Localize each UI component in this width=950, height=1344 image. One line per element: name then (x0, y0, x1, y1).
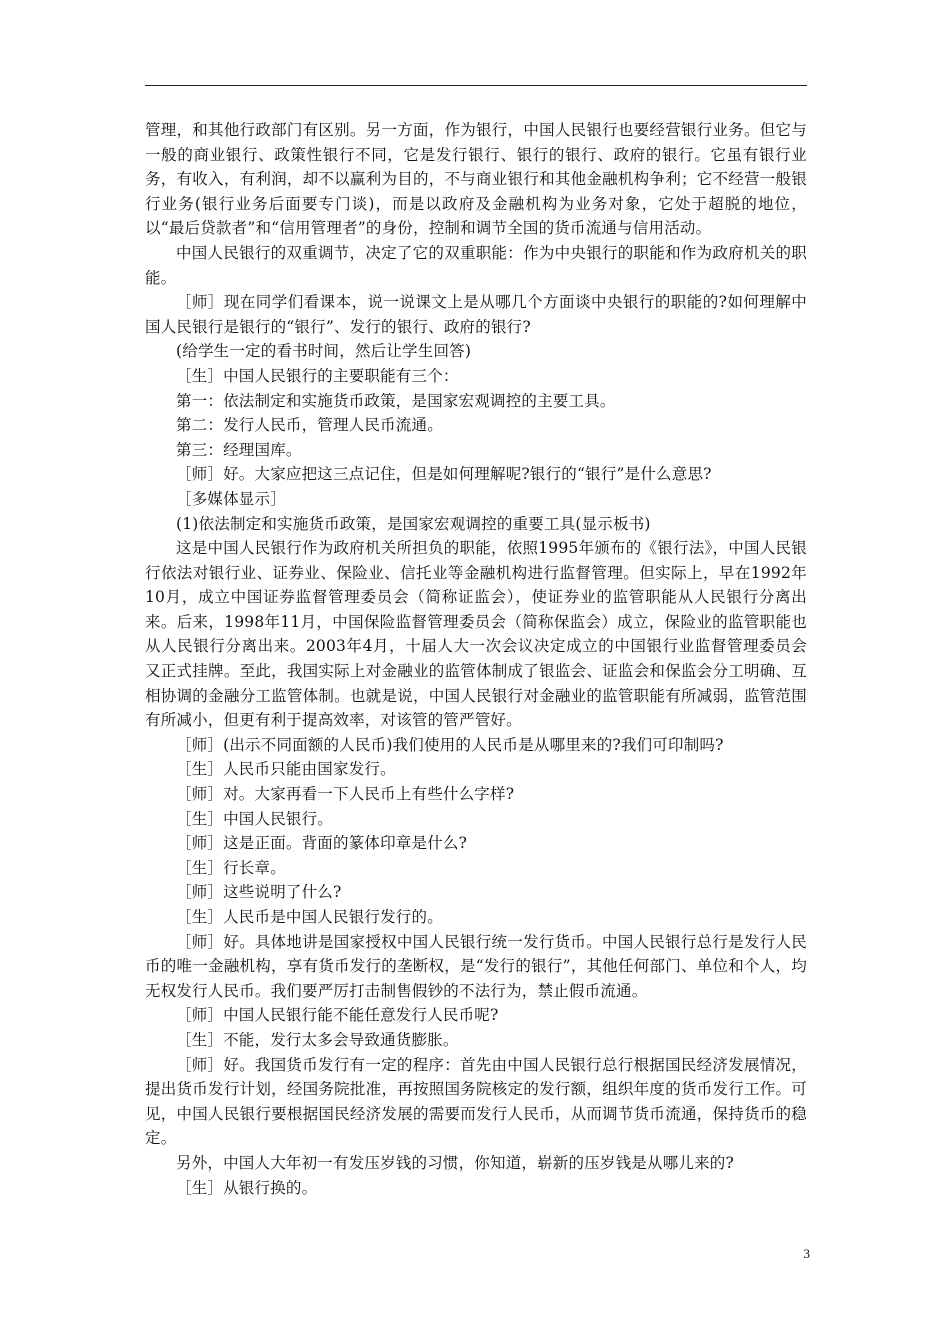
paragraph: ［师］这是正面。背面的篆体印章是什么? (176, 834, 468, 853)
paragraph: 中国人民银行的双重调节，决定了它的双重职能：作为中央银行的职能和作为政府机关的职能。 (145, 243, 807, 287)
paragraph: ［生］中国人民银行的主要职能有三个： (176, 366, 459, 385)
paragraph: ［生］人民币只能由国家发行。 (176, 760, 396, 779)
paragraph: ［生］中国人民银行。 (176, 809, 334, 828)
paragraph: ［多媒体显示］ (176, 489, 286, 508)
paragraph: 管理，和其他行政部门有区别。另一方面，作为银行，中国人民银行也要经营银行业务。但它与一般的商业银行、政策性银行不同，它是发行银行、银行的银行、政府的银行。它虽有银行业务，有收入，有利润，却不以赢利为目的，不与商业银行和其他金融机构争利；它不经营一般银行业务(银行业务后面要专门谈)，而是以政府及金融机构为业务对象，它处于超脱的地位，以“最后贷款者”和“信用管理者”的身份，控制和调节全国的货币流通与信用活动。 (145, 121, 807, 238)
paragraph: (给学生一定的看书时间，然后让学生回答) (176, 342, 472, 361)
page-number: 3 (803, 1246, 810, 1261)
paragraph: 第一：依法制定和实施货币政策，是国家宏观调控的主要工具。 (176, 391, 616, 410)
paragraph: ［师］好。具体地讲是国家授权中国人民银行统一发行货币。中国人民银行总行是发行人民币的唯一金融机构，享有货币发行的垄断权，是“发行的银行”，其他任何部门、单位和个人，均无权发行人民币。我们要严厉打击制售假钞的不法行为，禁止假币流通。 (145, 932, 807, 1000)
paragraph: (1)依法制定和实施货币政策，是国家宏观调控的重要工具(显示板书) (176, 514, 651, 533)
paragraph: ［师］对。大家再看一下人民币上有些什么字样? (176, 785, 515, 804)
header-rule (145, 85, 807, 86)
paragraph: ［师］中国人民银行能不能任意发行人民币呢? (176, 1006, 499, 1025)
paragraph: ［师］好。大家应把这三点记住，但是如何理解呢?银行的“银行”是什么意思? (176, 465, 712, 484)
paragraph: ［生］不能，发行太多会导致通货膨胀。 (176, 1030, 459, 1049)
paragraph: 另外，中国人大年初一有发压岁钱的习惯，你知道，崭新的压岁钱是从哪儿来的? (176, 1153, 735, 1172)
paragraph: ［师］现在同学们看课本，说一说课文上是从哪几个方面谈中央银行的职能的?如何理解中国人民银行是银行的“银行”、发行的银行、政府的银行? (145, 293, 807, 336)
paragraph: ［师］(出示不同面额的人民币)我们使用的人民币是从哪里来的?我们可印制吗? (176, 735, 724, 754)
paragraph: ［师］好。我国货币发行有一定的程序：首先由中国人民银行总行根据国民经济发展情况，提出货币发行计划，经国务院批准，再按照国务院核定的发行额，组织年度的货币发行工作。可见，中国人民银行要根据国民经济发展的需要而发行人民币，从而调节货币流通，保持货币的稳定。 (145, 1055, 807, 1148)
paragraph: 第二：发行人民币，管理人民币流通。 (176, 416, 443, 435)
paragraph: ［生］人民币是中国人民银行发行的。 (176, 908, 443, 926)
paragraph: ［生］从银行换的。 (176, 1178, 318, 1197)
paragraph: 第三：经理国库。 (176, 440, 302, 459)
paragraph: ［师］这些说明了什么? (176, 883, 342, 902)
paragraph: ［生］行长章。 (176, 858, 286, 877)
paragraph: 这是中国人民银行作为政府机关所担负的职能，依照1995年颁布的《银行法》，中国人民银行依法对银行业、证券业、保险业、信托业等金融机构进行监督管理。但实际上，早在1992年10月，成立中国证券监督管理委员会（简称证监会），使证券业的监管职能从人民银行分离出来。后来，1998年11月，中国保险监督管理委员会（简称保监会）成立，保险业的监管职能也从人民银行分离出来。2003年4月，十届人大一次会议决定成立的中国银行业监督管理委员会又正式挂牌。至此，我国实际上对金融业的监管体制成了银监会、证监会和保监会分工明确、互相协调的金融分工监管体制。也就是说，中国人民银行对金融业的监管职能有所减弱，监管范围有所减小，但更有利于提高效率，对该管的管严管好。 (145, 539, 807, 730)
document-body (145, 118, 807, 1200)
